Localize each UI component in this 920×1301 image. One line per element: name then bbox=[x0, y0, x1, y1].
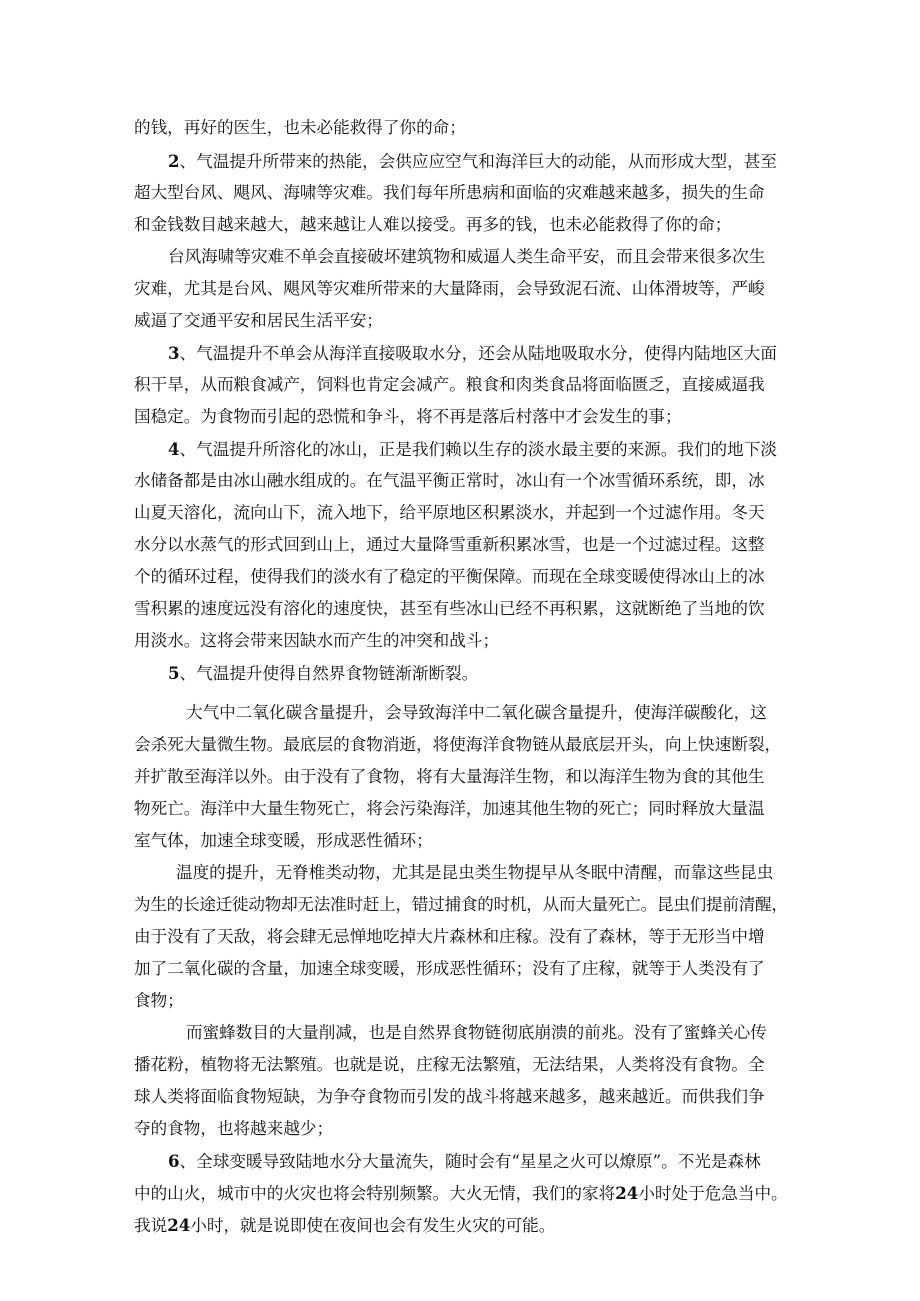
item-number: 4 bbox=[168, 439, 180, 459]
text-line-35: 我说24小时，就是说即使在夜间也会有发生火灾的可能。 bbox=[134, 1215, 556, 1235]
text-line-16: 雪积累的速度远没有溶化的速度快，甚至有些冰山已经不再积累，这就断绝了当地的饮 bbox=[134, 599, 765, 618]
text-line-14: 水分以水蒸气的形式回到山上，通过大量降雪重新积累冰雪，也是一个过滤过程。这整 bbox=[134, 535, 765, 554]
text-line-17: 用淡水。这将会带来因缺水而产生的冲突和战斗； bbox=[134, 631, 500, 650]
text-line-31: 球人类将面临食物短缺，为争夺食物而引发的战斗将越来越多，越来越近。而供我们争 bbox=[134, 1087, 765, 1106]
text-line-25: 为生的长途迁徙动物却无法准时赶上，错过捕食的时机，从而大量死亡。昆虫们提前清醒， bbox=[134, 895, 788, 914]
text-line-20: 会杀死大量微生物。最底层的食物消逝，将使海洋食物链从最底层开头，向上快速断裂， bbox=[134, 735, 782, 754]
text-line-28: 食物； bbox=[134, 991, 184, 1010]
text-line-3: 超大型台风、飓风、海啸等灾难。我们每年所患病和面临的灾难越来越多，损失的生命 bbox=[134, 183, 765, 202]
text-line-18: 5、气温提升使得自然界食物链渐渐断裂。 bbox=[168, 663, 479, 683]
text-line-9: 积干旱，从而粮食减产，饲料也肯定会减产。粮食和肉类食品将面临匮乏，直接威逼我 bbox=[134, 375, 765, 394]
text-line-13: 山夏天溶化，流向山下，流入地下，给平原地区积累淡水，并起到一个过滤作用。冬天 bbox=[134, 503, 765, 522]
text-line-15: 个的循环过程，使得我们的淡水有了稳定的平衡保障。而现在全球变暖使得冰山上的冰 bbox=[134, 567, 765, 586]
item-number: 3 bbox=[168, 343, 180, 363]
item-number: 2 bbox=[168, 151, 180, 171]
item-number: 6 bbox=[168, 1151, 180, 1171]
text-line-8: 3、气温提升不单会从海洋直接吸取水分，还会从陆地吸取水分，使得内陆地区大面 bbox=[168, 343, 777, 363]
text-line-2: 2、气温提升所带来的热能，会供应应空气和海洋巨大的动能，从而形成大型，甚至 bbox=[168, 151, 777, 171]
text-line-23: 室气体，加速全球变暖，形成恶性循环； bbox=[134, 831, 433, 850]
bold-number: 24 bbox=[167, 1215, 191, 1235]
text-line-29: 而蜜蜂数目的大量削减，也是自然界食物链彻底崩溃的前兆。没有了蜜蜂关心传 bbox=[186, 1023, 767, 1042]
text-line-24: 温度的提升，无脊椎类动物，尤其是昆虫类生物提早从冬眠中清醒，而靠这些昆虫 bbox=[176, 863, 774, 882]
text-line-6: 灾难，尤其是台风、飓风等灾难所带来的大量降雨，会导致泥石流、山体滑坡等，严峻 bbox=[134, 279, 765, 298]
text-line-30: 播花粉，植物将无法繁殖。也就是说，庄稼无法繁殖，无法结果，人类将没有食物。全 bbox=[134, 1055, 765, 1074]
text-line-1: 的钱，再好的医生，也未必能救得了你的命； bbox=[134, 118, 466, 137]
text-line-21: 并扩散至海洋以外。由于没有了食物，将有大量海洋生物，和以海洋生物为食的其他生 bbox=[134, 767, 765, 786]
text-line-26: 由于没有了天敌，将会肆无忌惮地吃掉大片森林和庄稼。没有了森林，等于无形当中增 bbox=[134, 927, 765, 946]
text-line-11: 4、气温提升所溶化的冰山，正是我们赖以生存的淡水最主要的来源。我们的地下淡 bbox=[168, 439, 777, 459]
text-line-19: 大气中二氧化碳含量提升，会导致海洋中二氧化碳含量提升，使海洋碳酸化，这 bbox=[186, 703, 767, 722]
text-line-7: 威逼了交通平安和居民生活平安； bbox=[134, 311, 383, 330]
item-number: 5 bbox=[168, 663, 180, 683]
text-line-22: 物死亡。海洋中大量生物死亡，将会污染海洋，加速其他生物的死亡；同时释放大量温 bbox=[134, 799, 765, 818]
text-line-10: 国稳定。为食物而引起的恐慌和争斗，将不再是落后村落中才会发生的事； bbox=[134, 407, 682, 426]
text-line-5: 台风海啸等灾难不单会直接破坏建筑物和威逼人类生命平安，而且会带来很多次生 bbox=[168, 247, 766, 266]
text-line-27: 加了二氧化碳的含量，加速全球变暖，形成恶性循环；没有了庄稼，就等于人类没有了 bbox=[134, 959, 765, 978]
text-line-12: 水储备都是由冰山融水组成的。在气温平衡正常时，冰山有一个冰雪循环系统，即，冰 bbox=[134, 471, 765, 490]
text-line-34: 中的山火，城市中的火灾也将会特别频繁。大火无情，我们的家将24小时处于危急当中。 bbox=[134, 1183, 788, 1203]
text-line-32: 夺的食物，也将越来越少； bbox=[134, 1119, 334, 1138]
text-line-33: 6、全球变暖导致陆地水分大量流失，随时会有“星星之火可以燎原”。不光是森林 bbox=[168, 1151, 761, 1171]
bold-number: 24 bbox=[615, 1183, 639, 1203]
text-line-4: 和金钱数目越来越大，越来越让人难以接受。再多的钱，也未必能救得了你的命； bbox=[134, 215, 732, 234]
